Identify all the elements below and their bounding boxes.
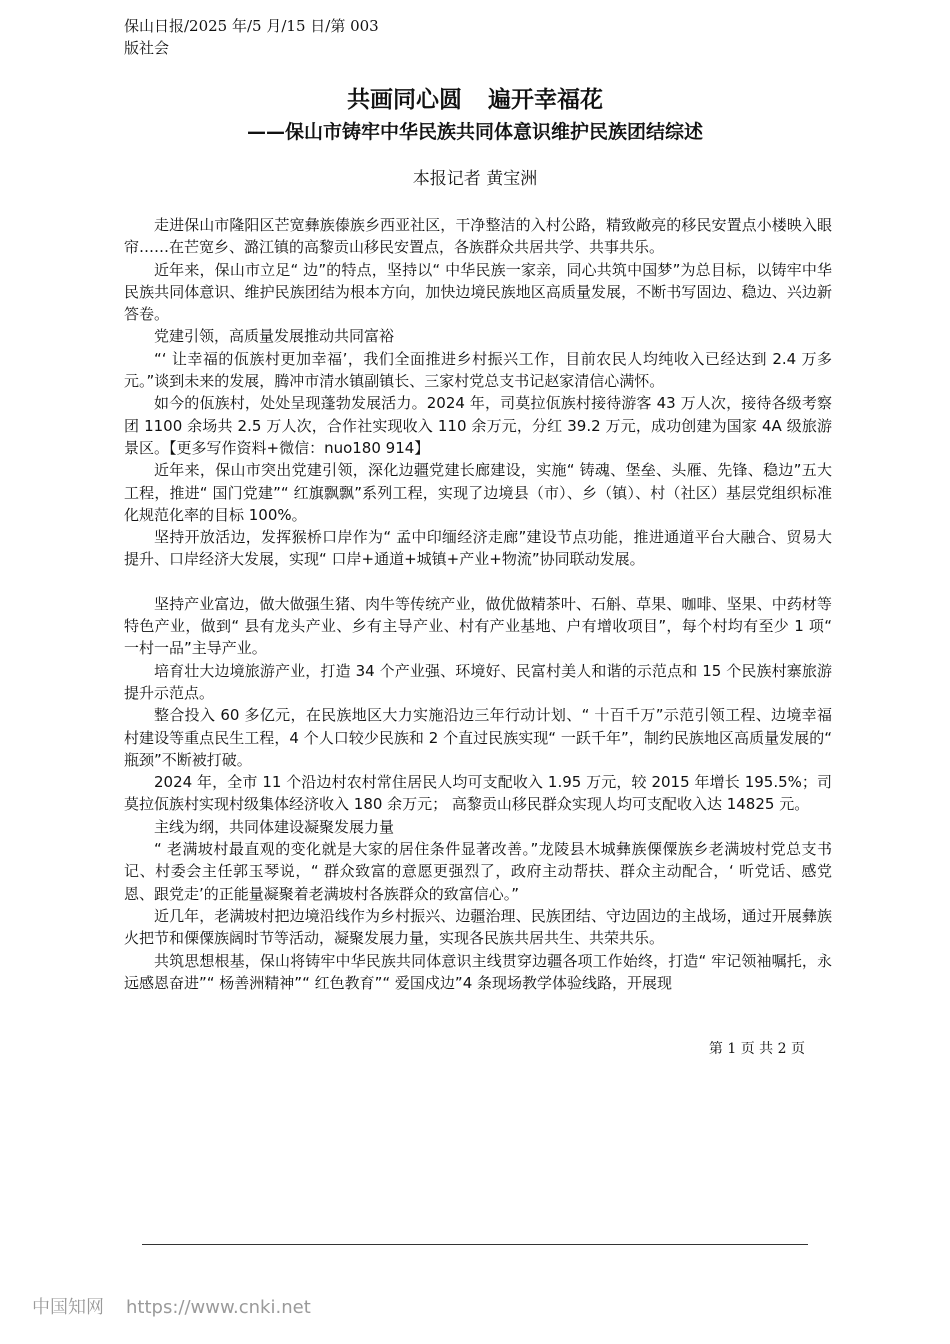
paragraph: 近年来，保山市突出党建引领，深化边疆党建长廊建设，实施“ 铸魂、堡垒、头雁、先锋、稳边”五大工程，推进“ 国门党建”“ 红旗飘飘”系列工程，实现了边境县（市）、乡（镇）、村（社区）基层党组织标准化规范化率的目标 100%。 xyxy=(124,461,832,524)
paragraph: “‘ 让幸福的佤族村更加幸福’，我们全面推进乡村振兴工作，目前农民人均纯收入已经达到 2.4 万多元。”谈到未来的发展，腾冲市清水镇副镇长、三家村党总支书记赵家清信心满怀。 xyxy=(124,349,832,391)
article-subtitle: ——保山市铸牢中华民族共同体意识维护民族团结综述 xyxy=(246,121,703,143)
title-part-2: 遍开幸福花 xyxy=(488,87,603,113)
source-line: 保山日报/2025 年/5 月/15 日/第 003 xyxy=(124,17,379,35)
paragraph: 培育壮大边境旅游产业，打造 34 个产业强、环境好、民富村美人和谐的示范点和 15 个民族村寨旅游提升示范点。 xyxy=(124,661,832,702)
paragraph: 整合投入 60 多亿元，在民族地区大力实施沿边三年行动计划、“ 十百千万”示范引领工程、边境幸福村建设等重点民生工程，4 个人口较少民族和 2 个直过民族实现“ 一跃千年”，制约民族地区高质量发展的“ 瓶颈”不断被打破。 xyxy=(124,706,832,769)
paragraph: 坚持产业富边，做大做强生猪、肉牛等传统产业，做优做精茶叶、石斛、草果、咖啡、坚果、中药材等特色产业，做到“ 县有龙头产业、乡有主导产业、村有产业基地、户有增收项目”，每个村均有至少 1 项“ 一村一品”主导产业。 xyxy=(124,594,832,658)
paragraph: 走进保山市隆阳区芒宽彝族傣族乡西亚社区，干净整洁的入村公路，精致敞亮的移民安置点小楼映入眼帘……在芒宽乡、潞江镇的高黎贡山移民安置点，各族群众共居共学、共事共乐。 xyxy=(124,216,832,257)
footer xyxy=(32,1293,311,1319)
footer-divider xyxy=(142,1244,808,1245)
page-number: 第 1 页 共 2 页 xyxy=(708,1041,805,1057)
paragraph: 坚持开放活边，发挥猴桥口岸作为“ 孟中印缅经济走廊”建设节点功能，推进通道平台大融合、贸易大提升、口岸经济大发展，实现“ 口岸+通道+城镇+产业+物流”协同联动发展。 xyxy=(124,528,832,569)
footer-url[interactable]: https://www.cnki.net xyxy=(126,1297,311,1318)
paragraph: “ 老满坡村最直观的变化就是大家的居住条件显著改善。”龙陵县木城彝族傈僳族乡老满坡村党总支书记、村委会主任郭玉琴说，“ 群众致富的意愿更强烈了，政府主动帮扶、群众主动配合，‘ 听党话、感党恩、跟党走’的正能量凝聚着老满坡村各族群众的致富信心。” xyxy=(124,840,832,903)
section-line: 版社会 xyxy=(124,39,170,57)
paragraph: 如今的佤族村，处处呈现蓬勃发展活力。2024 年，司莫拉佤族村接待游客 43 万人次，接待各级考察团 1100 余场共 2.5 万人次，合作社实现收入 110 余万元，分红 39.2 万元，成功创建为国家 4A 级旅游景区。【更多写作资料+微信：nuo180 914】 xyxy=(124,394,832,457)
paragraph: 近几年，老满坡村把边境沿线作为乡村振兴、边疆治理、民族团结、守边固边的主战场，通过开展彝族火把节和傈僳族阔时节等活动，凝聚发展力量，实现各民族共居共生、共荣共乐。 xyxy=(124,906,832,948)
title-part-1: 共画同心圆 xyxy=(347,87,462,113)
document-meta xyxy=(124,15,379,59)
article-title xyxy=(0,84,950,116)
paragraph: 近年来，保山市立足“ 边”的特点，坚持以“ 中华民族一家亲，同心共筑中国梦”为总目标，以铸牢中华民族共同体意识、维护民族团结为根本方向，加快边境民族地区高质量发展，不断书写固边、稳边、兴边新答卷。 xyxy=(124,260,832,324)
paragraph: 共筑思想根基，保山将铸牢中华民族共同体意识主线贯穿边疆各项工作始终，打造“ 牢记领袖嘱托，永远感恩奋进”“ 杨善洲精神”“ 红色教育”“ 爱国戍边”4 条现场教学体验线路，开展现 xyxy=(124,951,832,992)
section-heading: 主线为纲，共同体建设凝聚发展力量 xyxy=(154,817,395,836)
article-body xyxy=(124,214,832,994)
paragraph: 2024 年，全市 11 个沿边村农村常住居民人均可支配收入 1.95 万元，较 2015 年增长 195.5%；司莫拉佤族村实现村级集体经济收入 180 余万元； 高黎贡山移民群众实现人均可支配收入达 14825 元。 xyxy=(124,773,832,814)
footer-brand: 中国知网 xyxy=(32,1297,104,1318)
article-author: 本报记者 黄宝洲 xyxy=(412,169,538,189)
section-heading: 党建引领，高质量发展推动共同富裕 xyxy=(154,327,395,346)
